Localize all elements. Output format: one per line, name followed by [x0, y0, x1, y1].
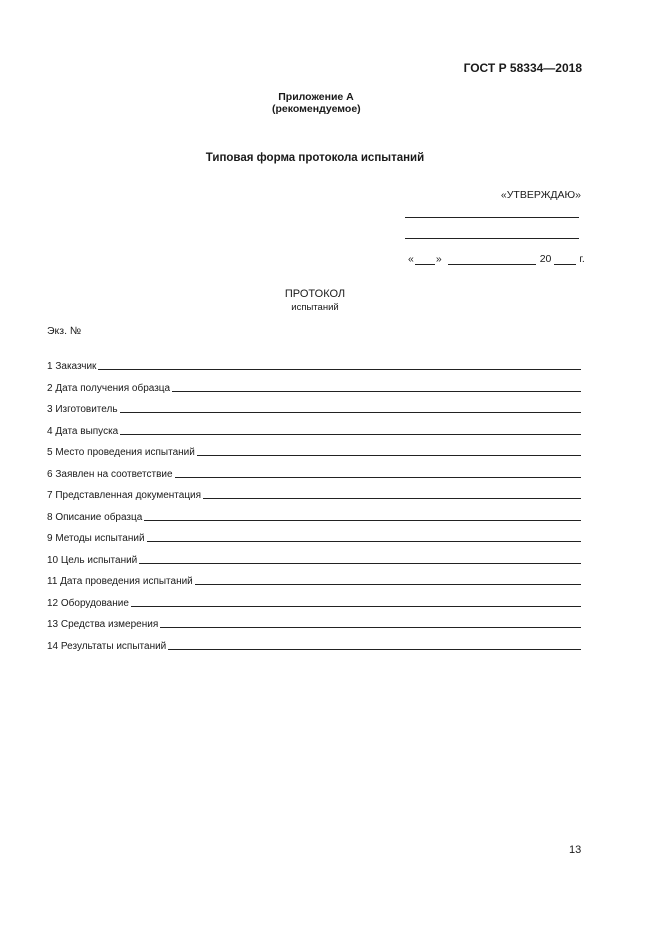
- field-row: [47, 359, 581, 372]
- field-row: [47, 617, 581, 630]
- year-suffix: г.: [579, 253, 585, 265]
- protocol-subtitle: испытаний: [291, 302, 339, 313]
- approval-label: «УТВЕРЖДАЮ»: [500, 189, 581, 201]
- year-blank: [554, 254, 576, 265]
- field-label: 7 Представленная документация: [47, 490, 202, 501]
- field-blank-line[interactable]: [195, 584, 581, 585]
- field-label: 6 Заявлен на соответствие: [47, 468, 173, 480]
- field-label: 5 Место проведения испытаний: [47, 447, 195, 458]
- field-blank-line[interactable]: [98, 369, 581, 370]
- field-label: 9 Методы испытаний: [47, 533, 145, 544]
- approval-date: [408, 253, 585, 265]
- field-label: 1 Заказчик: [47, 361, 97, 372]
- approval-signature-line: [405, 217, 579, 218]
- field-row: [47, 531, 581, 544]
- field-row: [47, 445, 581, 458]
- annex-title: Приложение А: [278, 91, 354, 103]
- field-row: [47, 596, 581, 609]
- standard-number: ГОСТ Р 58334—2018: [463, 61, 582, 75]
- field-blank-line[interactable]: [139, 563, 581, 564]
- date-open-quote: «: [408, 253, 414, 265]
- field-row: [47, 553, 581, 566]
- field-label: 12 Оборудование: [47, 597, 129, 609]
- annex-heading: [272, 91, 360, 115]
- field-blank-line[interactable]: [144, 520, 581, 521]
- field-blank-line[interactable]: [203, 498, 581, 499]
- field-row: [47, 467, 581, 480]
- approval-name-line: [405, 238, 579, 239]
- field-row: [47, 488, 581, 501]
- field-blank-line[interactable]: [172, 391, 581, 392]
- field-row: [47, 402, 581, 415]
- copy-number-label: Экз. №: [47, 325, 82, 337]
- page-number: 13: [569, 844, 582, 856]
- day-blank: [415, 254, 435, 265]
- field-blank-line[interactable]: [120, 412, 581, 413]
- field-label: 14 Результаты испытаний: [47, 640, 167, 652]
- field-label: 3 Изготовитель: [47, 404, 118, 415]
- annex-status: (рекомендуемое): [272, 103, 361, 115]
- field-row: [47, 381, 581, 394]
- field-row: [47, 574, 581, 587]
- field-label: 4 Дата выпуска: [47, 425, 119, 437]
- field-blank-line[interactable]: [160, 627, 581, 628]
- field-label: 2 Дата получения образца: [47, 382, 171, 394]
- field-blank-line[interactable]: [147, 541, 581, 542]
- protocol-title: ПРОТОКОЛ: [284, 288, 346, 300]
- field-blank-line[interactable]: [168, 649, 581, 650]
- field-row: [47, 510, 581, 523]
- field-blank-line[interactable]: [120, 434, 581, 435]
- field-label: 11 Дата проведения испытаний: [47, 576, 193, 587]
- field-blank-line[interactable]: [131, 606, 581, 607]
- field-label: 8 Описание образца: [47, 511, 143, 523]
- date-close-quote: »: [435, 253, 442, 265]
- field-label: 10 Цель испытаний: [47, 554, 138, 566]
- month-blank: [448, 254, 536, 265]
- field-row: [47, 639, 581, 652]
- form-title: Типовая форма протокола испытаний: [205, 152, 425, 164]
- year-prefix: 20: [539, 253, 552, 265]
- protocol-heading: [240, 288, 390, 314]
- field-row: [47, 424, 581, 437]
- field-blank-line[interactable]: [197, 455, 581, 456]
- field-blank-line[interactable]: [175, 477, 581, 478]
- field-label: 13 Средства измерения: [47, 619, 159, 630]
